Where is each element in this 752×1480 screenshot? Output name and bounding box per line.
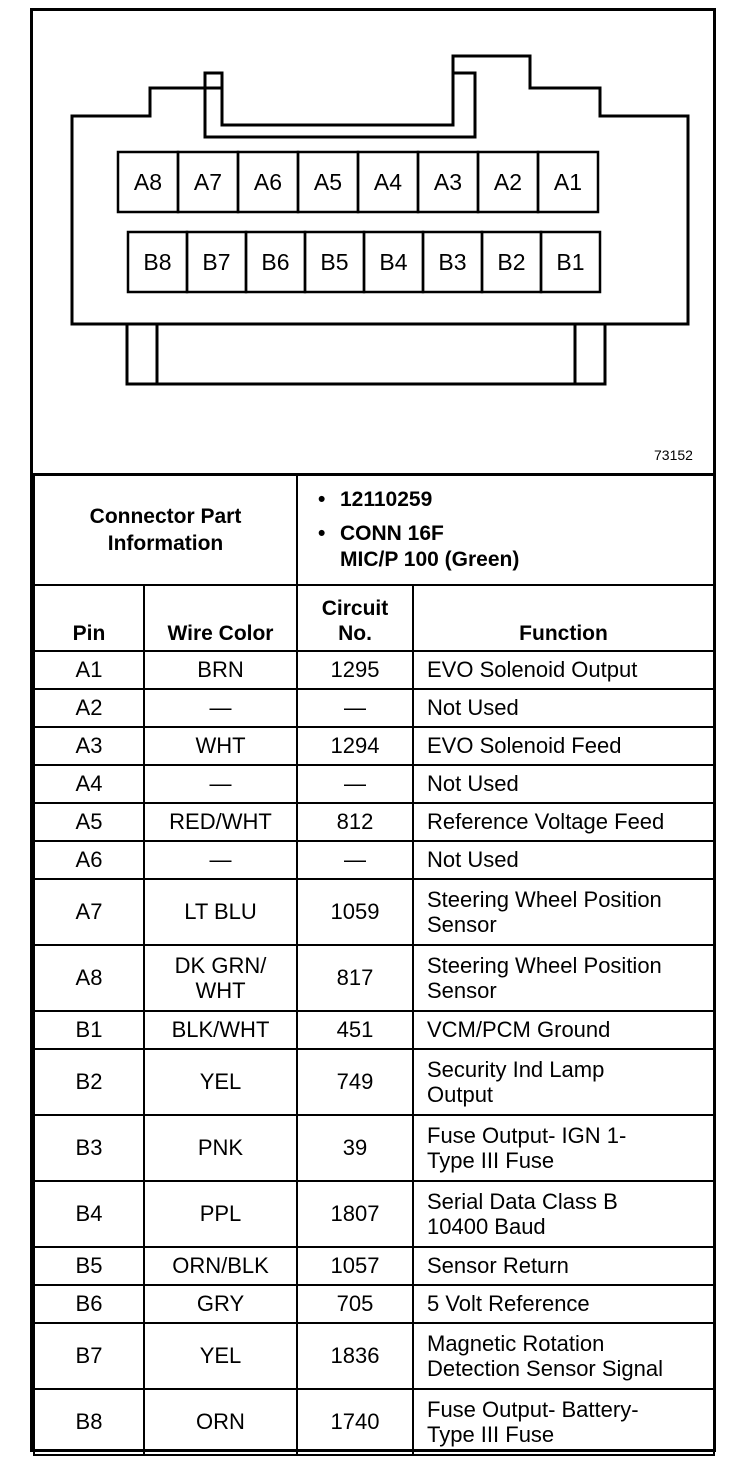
function-cell-line: Output	[427, 1081, 494, 1107]
function-cell	[413, 1285, 714, 1323]
part-info-label	[34, 475, 297, 585]
function-cell	[413, 841, 714, 879]
function-cell-line: Type III Fuse	[427, 1147, 555, 1173]
circuit-cell: 1807	[297, 1181, 413, 1247]
function-cell-line: EVO Solenoid Output	[427, 657, 638, 682]
part-info-label-line1: Connector Part	[89, 504, 242, 528]
circuit-cell: 451	[297, 1011, 413, 1049]
circuit-cell: —	[297, 765, 413, 803]
bullet-icon: •	[318, 487, 326, 511]
function-cell-line: Fuse Output- Battery-	[427, 1396, 639, 1422]
function-cell-line: 5 Volt Reference	[427, 1291, 590, 1316]
table-row	[34, 1323, 714, 1389]
table-row	[34, 727, 714, 765]
table-row	[34, 803, 714, 841]
pin-cell: A4	[34, 765, 144, 803]
wire-color-cell-line: YEL	[199, 1343, 242, 1368]
circuit-cell: 1295	[297, 651, 413, 689]
bullet-icon: •	[318, 521, 326, 545]
wire-color-cell-line: LT BLU	[184, 899, 257, 924]
wire-color-cell	[144, 879, 297, 945]
header-circuit-line2: No.	[338, 621, 372, 645]
pin-label-b8: B8	[143, 249, 172, 275]
function-cell-line: Fuse Output- IGN 1-	[427, 1122, 627, 1148]
function-cell-line: Serial Data Class B	[427, 1188, 618, 1214]
table-row	[34, 879, 714, 945]
function-cell-line: Sensor Return	[427, 1253, 569, 1278]
wire-color-cell	[144, 1285, 297, 1323]
wire-color-cell	[144, 841, 297, 879]
function-cell-line: Steering Wheel Position	[427, 952, 662, 978]
pin-row-b	[128, 232, 600, 292]
wire-color-cell	[144, 1115, 297, 1181]
pin-cell: A5	[34, 803, 144, 841]
function-cell-line: Not Used	[427, 847, 519, 872]
connector-shroud	[127, 324, 605, 384]
circuit-cell: 812	[297, 803, 413, 841]
wire-color-cell	[144, 727, 297, 765]
wire-color-cell	[144, 803, 297, 841]
table-row	[34, 1389, 714, 1455]
function-cell	[413, 1247, 714, 1285]
wire-color-cell-line: —	[209, 847, 232, 872]
function-cell-line: Steering Wheel Position	[427, 886, 662, 912]
function-cell	[413, 1049, 714, 1115]
function-cell-line: Security Ind Lamp	[427, 1056, 605, 1082]
part-info-label-line2: Information	[107, 531, 224, 555]
circuit-cell: 1057	[297, 1247, 413, 1285]
wire-color-cell	[144, 689, 297, 727]
wire-color-cell-line: —	[209, 771, 232, 796]
wire-color-cell	[144, 1247, 297, 1285]
table-header-row	[34, 585, 714, 651]
connector-pinout-table	[33, 473, 715, 1456]
function-cell	[413, 1115, 714, 1181]
pin-label-b7: B7	[202, 249, 231, 275]
pin-cell: B6	[34, 1285, 144, 1323]
wire-color-cell-line: ORN/BLK	[172, 1253, 269, 1278]
circuit-cell: 1059	[297, 879, 413, 945]
pin-cell: B7	[34, 1323, 144, 1389]
function-cell-line: 10400 Baud	[427, 1213, 546, 1239]
table-row	[34, 1115, 714, 1181]
table-row	[34, 1011, 714, 1049]
pin-label-a4: A4	[373, 169, 403, 195]
wire-color-cell-line: DK GRN/	[174, 952, 267, 978]
pin-label-b5: B5	[320, 249, 349, 275]
header-pin: Pin	[34, 585, 144, 651]
table-row	[34, 689, 714, 727]
wire-color-cell-line: ORN	[196, 1409, 245, 1434]
wire-color-cell-line: BLK/WHT	[171, 1017, 270, 1042]
pin-label-b6: B6	[261, 249, 290, 275]
circuit-cell: —	[297, 841, 413, 879]
table-row	[34, 1247, 714, 1285]
diagram-id-label: 73152	[654, 447, 693, 463]
function-cell	[413, 765, 714, 803]
wire-color-cell-line: BRN	[197, 657, 244, 682]
part-number: 12110259	[340, 487, 433, 511]
table-row	[34, 1049, 714, 1115]
wire-color-cell	[144, 1181, 297, 1247]
table-row	[34, 1181, 714, 1247]
pin-cell: A8	[34, 945, 144, 1011]
pin-label-b4: B4	[379, 249, 408, 275]
connector-description: CONN 16F	[340, 521, 444, 545]
pin-label-a3: A3	[433, 169, 463, 195]
pin-cell: B2	[34, 1049, 144, 1115]
table-row	[34, 765, 714, 803]
wire-color-cell-line: RED/WHT	[169, 809, 272, 834]
wire-color-cell	[144, 945, 297, 1011]
wire-color-cell-line: WHT	[195, 977, 246, 1003]
circuit-cell: 817	[297, 945, 413, 1011]
circuit-cell: 749	[297, 1049, 413, 1115]
function-cell	[413, 1323, 714, 1389]
part-info-values	[297, 475, 714, 585]
pin-cell: B1	[34, 1011, 144, 1049]
circuit-cell: 1294	[297, 727, 413, 765]
wire-color-cell	[144, 1049, 297, 1115]
pin-cell: B5	[34, 1247, 144, 1285]
function-cell	[413, 727, 714, 765]
pin-label-b1: B1	[556, 249, 585, 275]
function-cell-line: Detection Sensor Signal	[427, 1355, 664, 1381]
part-info-row	[34, 475, 714, 585]
table-row	[34, 945, 714, 1011]
pin-label-a6: A6	[253, 169, 283, 195]
header-circuit-line1: Circuit	[321, 596, 389, 620]
function-cell-line: EVO Solenoid Feed	[427, 733, 622, 758]
pin-cell: A6	[34, 841, 144, 879]
pin-label-a8: A8	[133, 169, 163, 195]
header-function: Function	[413, 585, 714, 651]
function-cell-line: Magnetic Rotation	[427, 1330, 605, 1356]
pin-row-a	[118, 152, 598, 212]
function-cell-line: Not Used	[427, 771, 519, 796]
connector-latch	[222, 73, 453, 125]
wire-color-cell-line: PNK	[197, 1135, 244, 1160]
wire-color-cell-line: —	[209, 695, 232, 720]
connector-end-view-frame	[30, 8, 716, 1452]
table-row	[34, 1285, 714, 1323]
wire-color-cell	[144, 1323, 297, 1389]
wire-color-cell	[144, 1011, 297, 1049]
pin-cell: A7	[34, 879, 144, 945]
function-cell	[413, 1011, 714, 1049]
function-cell-line: Sensor	[427, 911, 497, 937]
circuit-cell: 1836	[297, 1323, 413, 1389]
pin-cell: A3	[34, 727, 144, 765]
header-wire-color: Wire Color	[144, 585, 297, 651]
table-row	[34, 841, 714, 879]
function-cell-line: Not Used	[427, 695, 519, 720]
circuit-cell: 705	[297, 1285, 413, 1323]
wire-color-cell	[144, 651, 297, 689]
connector-face-drawing	[0, 0, 752, 480]
wire-color-cell-line: YEL	[199, 1069, 242, 1094]
header-circuit-no	[297, 585, 413, 651]
circuit-cell: 1740	[297, 1389, 413, 1455]
table-row	[34, 651, 714, 689]
pin-cell: B8	[34, 1389, 144, 1455]
function-cell-line: Sensor	[427, 977, 497, 1003]
circuit-cell: 39	[297, 1115, 413, 1181]
connector-diagram-panel	[33, 11, 713, 473]
wire-color-cell	[144, 765, 297, 803]
pin-cell: B3	[34, 1115, 144, 1181]
function-cell-line: VCM/PCM Ground	[427, 1017, 611, 1042]
wire-color-cell	[144, 1389, 297, 1455]
function-cell	[413, 803, 714, 841]
function-cell	[413, 879, 714, 945]
function-cell	[413, 1181, 714, 1247]
function-cell	[413, 689, 714, 727]
function-cell	[413, 651, 714, 689]
pin-cell: A1	[34, 651, 144, 689]
function-cell-line: Reference Voltage Feed	[427, 809, 665, 834]
pin-cell: B4	[34, 1181, 144, 1247]
pin-cell: A2	[34, 689, 144, 727]
pin-label-a5: A5	[313, 169, 343, 195]
pin-label-a1: A1	[553, 169, 583, 195]
wire-color-cell-line: PPL	[199, 1201, 242, 1226]
function-cell-line: Type III Fuse	[427, 1421, 555, 1447]
wire-color-cell-line: WHT	[195, 733, 246, 758]
connector-series: MIC/P 100 (Green)	[340, 547, 520, 571]
pin-label-b2: B2	[497, 249, 526, 275]
pin-label-a2: A2	[493, 169, 523, 195]
function-cell	[413, 1389, 714, 1455]
circuit-cell: —	[297, 689, 413, 727]
pin-label-a7: A7	[193, 169, 223, 195]
function-cell	[413, 945, 714, 1011]
wire-color-cell-line: GRY	[196, 1291, 245, 1316]
pin-label-b3: B3	[438, 249, 467, 275]
